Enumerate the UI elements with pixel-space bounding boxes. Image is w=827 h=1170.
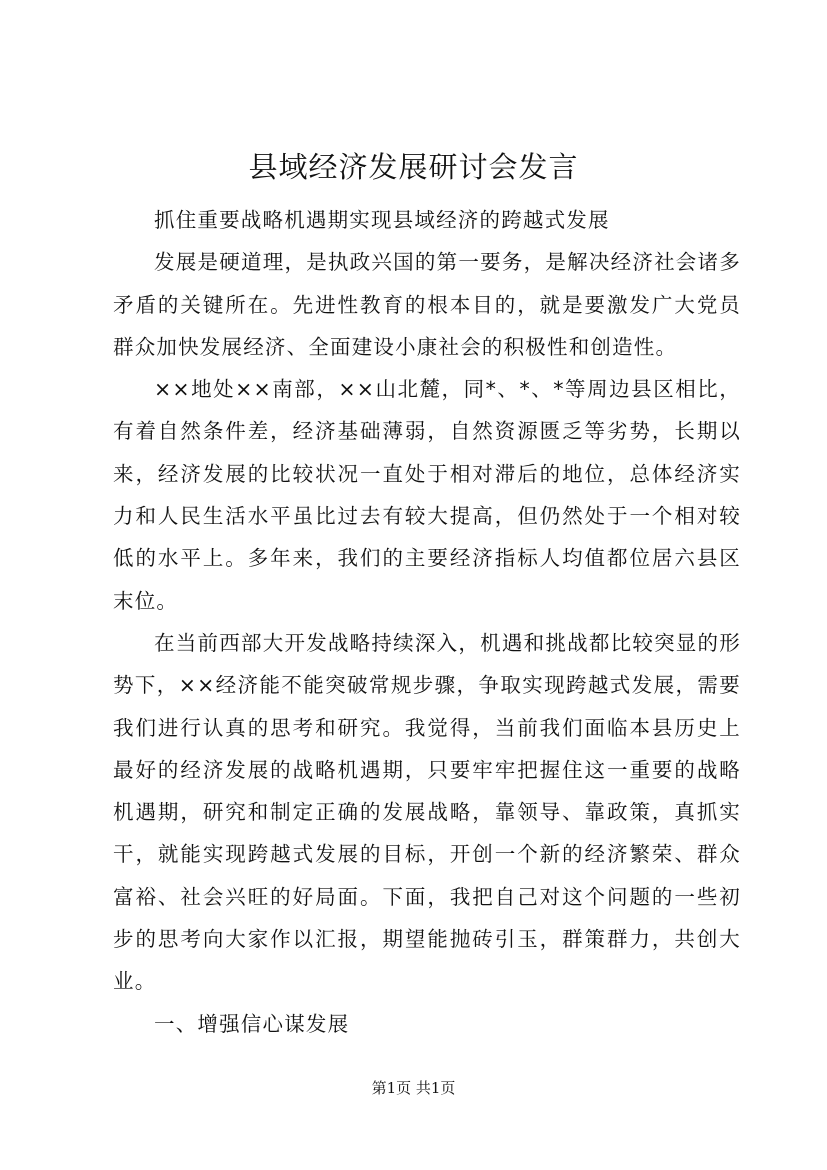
document-title: 县域经济发展研讨会发言 xyxy=(248,150,579,184)
section-heading: 一、增强信心谋发展 xyxy=(154,1011,350,1036)
paragraph-1: 发展是硬道理，是执政兴国的第一要务，是解决经济社会诸多矛盾的关键所在。先进性教育的根本目的，就是要激发广大党员群众加快发展经济、全面建设小康社会的积极性和创造性。 xyxy=(113,250,741,359)
subtitle-paragraph: 抓住重要战略机遇期实现县域经济的跨越式发展 xyxy=(154,208,610,232)
document-body xyxy=(113,199,741,1045)
page-footer: 第1页 共1页 xyxy=(371,1079,456,1097)
paragraph-2: ××地处××南部，××山北麓，同*、*、*等周边县区相比，有着自然条件差，经济基础薄弱，自然资源匮乏等劣势，长期以来，经济发展的比较状况一直处于相对滞后的地位，总体经济实力和人民生活水平虽比过去有较大提高，但仍然处于一个相对较低的水平上。多年来，我们的主要经济指标人均值都位居六县区末位。 xyxy=(113,377,741,613)
paragraph-3: 在当前西部大开发战略持续深入，机遇和挑战都比较突显的形势下，××经济能不能突破常规步骤，争取实现跨越式发展，需要我们进行认真的思考和研究。我觉得，当前我们面临本县历史上最好的经济发展的战略机遇期，只要牢牢把握住这一重要的战略机遇期，研究和制定正确的发展战略，靠领导、靠政策，真抓实干，就能实现跨越式发展的目标，开创一个新的经济繁荣、群众富裕、社会兴旺的好局面。下面，我把自己对这个问题的一些初步的思考向大家作以汇报，期望能抛砖引玉，群策群力，共创大业。 xyxy=(113,630,741,994)
